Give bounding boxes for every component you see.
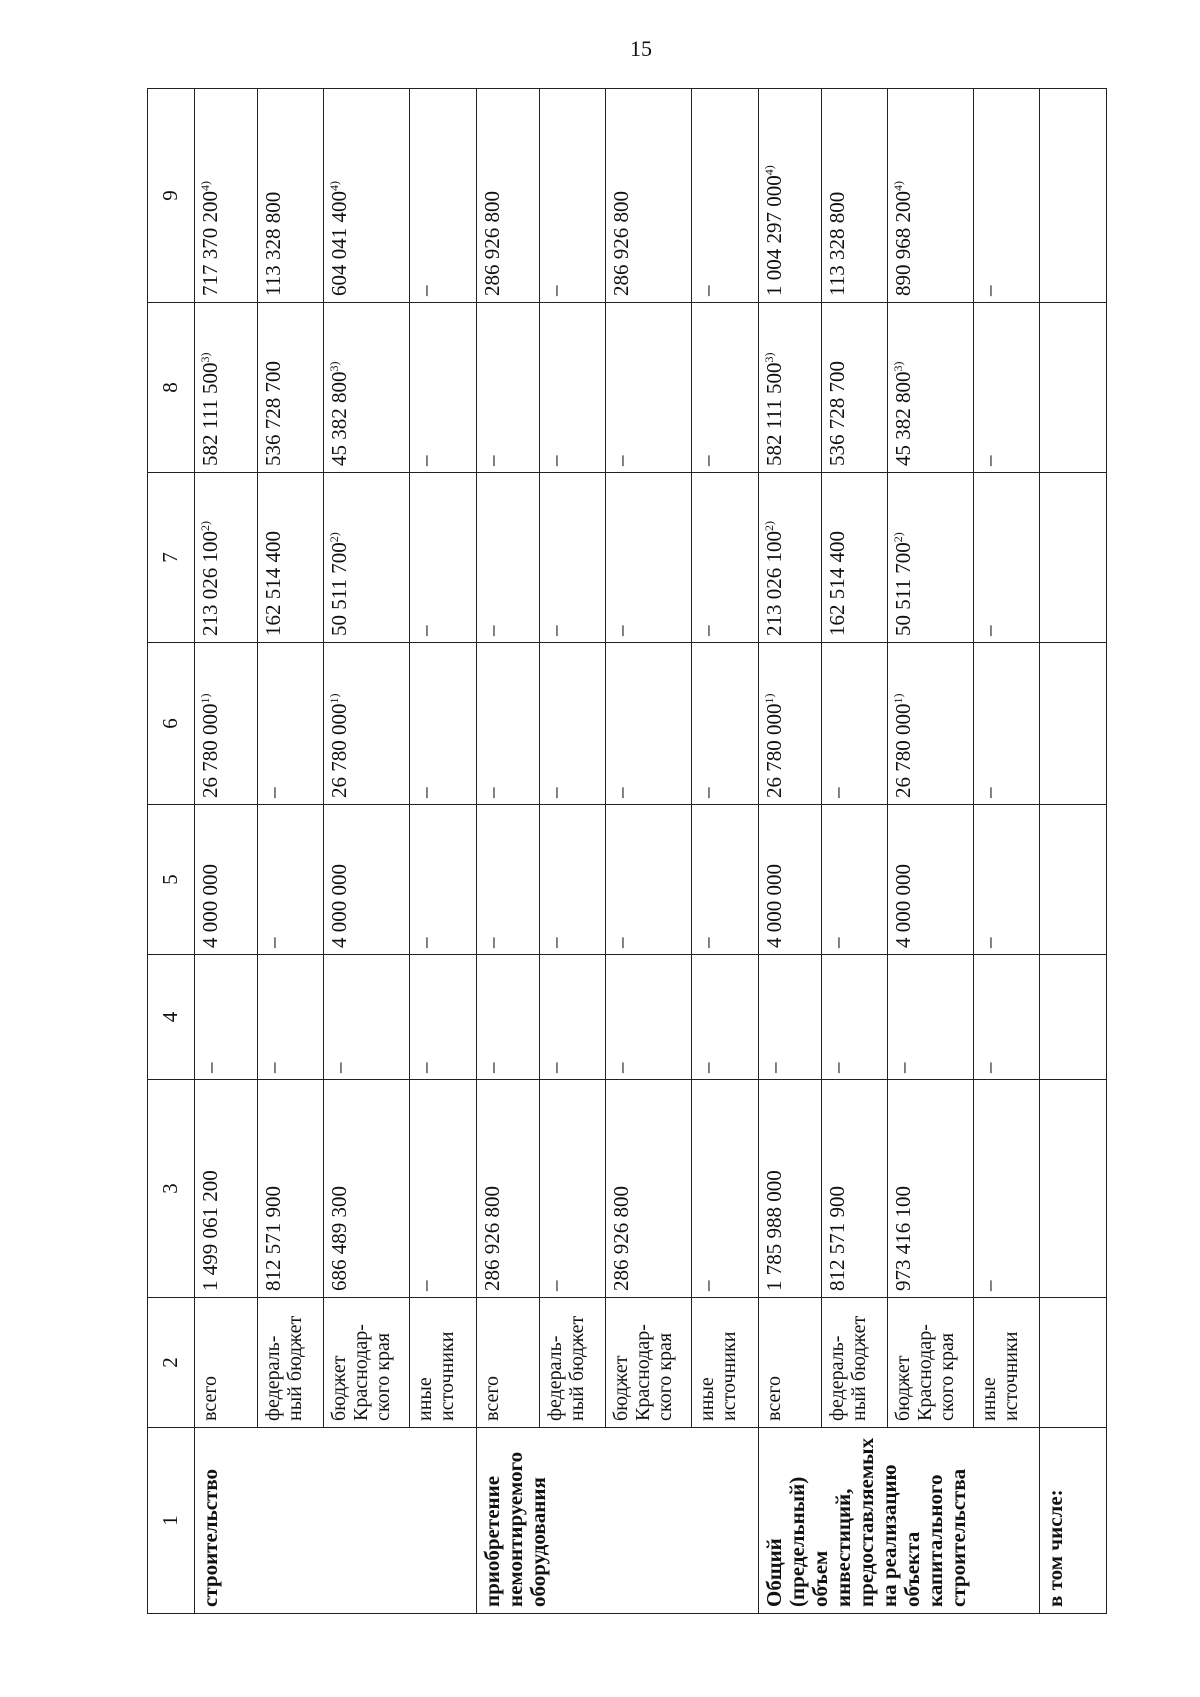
empty-cell	[1040, 89, 1107, 303]
value-cell-c3	[258, 1080, 324, 1298]
value-text: 50 511 700	[891, 542, 916, 636]
footnote-marker: 4)	[891, 181, 906, 191]
value-text: –	[413, 937, 438, 948]
value-text: 1 499 061 200	[198, 1170, 222, 1291]
value-text: –	[695, 285, 720, 296]
value-cell-c5	[821, 805, 887, 955]
value-text: 213 026 100	[198, 531, 222, 636]
value-cell-c9	[539, 89, 605, 303]
value-text: –	[761, 1062, 786, 1073]
funding-source-cell: федераль-ный бюджет	[821, 1298, 887, 1428]
value-cell-c8	[539, 303, 605, 473]
empty-cell	[1040, 955, 1107, 1080]
table-row	[324, 89, 410, 1614]
value-cell-c7	[821, 473, 887, 643]
value-cell-c9	[258, 89, 324, 303]
value-text: 4 000 000	[761, 864, 786, 948]
footnote-marker: 4)	[327, 181, 342, 191]
value-cell-c3	[606, 1080, 692, 1298]
value-cell-c9	[195, 89, 258, 303]
value-text: 1 004 297 000	[761, 175, 786, 296]
table-row	[476, 89, 539, 1614]
footnote-marker: 1)	[198, 693, 212, 704]
value-cell-c9	[973, 89, 1039, 303]
value-cell-c6	[258, 643, 324, 805]
value-text: –	[413, 787, 438, 798]
value-text: –	[891, 1062, 916, 1073]
value-cell-c8	[821, 303, 887, 473]
value-cell-c7	[606, 473, 692, 643]
footnote-marker: 3)	[198, 352, 212, 363]
value-cell-c9	[692, 89, 758, 303]
value-text: 4 000 000	[327, 864, 352, 948]
value-text: –	[695, 1062, 720, 1073]
value-cell-c9	[476, 89, 539, 303]
value-text: –	[479, 937, 504, 948]
value-cell-c7	[692, 473, 758, 643]
value-text: –	[542, 285, 567, 296]
table-row	[410, 89, 476, 1614]
value-text: –	[976, 1062, 1001, 1073]
value-text: 604 041 400	[327, 191, 352, 296]
value-cell-c4	[692, 955, 758, 1080]
footnote-marker: 1)	[891, 693, 906, 704]
value-text: 113 328 800	[261, 191, 285, 296]
value-text: –	[479, 787, 504, 798]
value-cell-c8	[973, 303, 1039, 473]
value-text: –	[824, 787, 849, 798]
value-text: –	[542, 455, 567, 466]
value-text: –	[824, 937, 849, 948]
value-cell-c9	[606, 89, 692, 303]
value-cell-c6	[973, 643, 1039, 805]
value-text: 50 511 700	[327, 542, 352, 636]
value-text: 4 000 000	[891, 864, 916, 948]
funding-source-cell: бюджет Краснодар-ского края	[888, 1298, 974, 1428]
object-name-cell: приобретение немонтируемого оборудования	[476, 1428, 758, 1614]
value-text: –	[542, 787, 567, 798]
funding-source-cell: бюджет Краснодар-ского края	[324, 1298, 410, 1428]
col-header-4: 4	[148, 955, 195, 1080]
value-cell-c9	[821, 89, 887, 303]
value-text: 536 728 700	[261, 361, 285, 466]
object-name-cell: Общий (предельный) объем инвестиций, предоставляемых на реализацию объекта капитального строительства	[758, 1428, 1040, 1614]
footnote-marker: 4)	[761, 165, 776, 176]
value-text: 162 514 400	[824, 531, 849, 636]
value-text: 973 416 100	[891, 1186, 916, 1291]
value-cell-c9	[888, 89, 974, 303]
page-number: 15	[630, 36, 652, 61]
value-text: 717 370 200	[198, 191, 222, 296]
value-text: –	[261, 787, 285, 798]
value-text: 26 780 000	[198, 703, 222, 798]
empty-cell	[1040, 303, 1107, 473]
value-text: –	[695, 455, 720, 466]
value-text: 26 780 000	[761, 703, 786, 798]
value-text: 113 328 800	[824, 191, 849, 296]
value-cell-c4	[606, 955, 692, 1080]
funding-source-cell: иные источники	[410, 1298, 476, 1428]
value-cell-c3	[888, 1080, 974, 1298]
value-text: –	[479, 455, 504, 466]
value-text: –	[695, 1280, 720, 1291]
value-cell-c6	[821, 643, 887, 805]
value-cell-c3	[476, 1080, 539, 1298]
funding-source-cell: всего	[476, 1298, 539, 1428]
value-text: –	[327, 1062, 352, 1073]
value-cell-c6	[692, 643, 758, 805]
value-cell-c5	[606, 805, 692, 955]
value-cell-c7	[476, 473, 539, 643]
value-cell-c4	[324, 955, 410, 1080]
value-text: 4 000 000	[198, 864, 222, 948]
value-text: 45 382 800	[891, 371, 916, 466]
table-row	[758, 89, 821, 1614]
value-text: 26 780 000	[327, 703, 352, 798]
value-text: –	[609, 787, 634, 798]
value-cell-c3	[973, 1080, 1039, 1298]
value-cell-c5	[758, 805, 821, 955]
value-text: 162 514 400	[261, 531, 285, 636]
value-cell-c4	[539, 955, 605, 1080]
value-cell-c8	[258, 303, 324, 473]
value-cell-c8	[606, 303, 692, 473]
value-cell-c3	[410, 1080, 476, 1298]
value-cell-c6	[476, 643, 539, 805]
value-cell-c3	[195, 1080, 258, 1298]
value-text: –	[413, 1062, 438, 1073]
header-row	[148, 89, 195, 1614]
value-cell-c5	[476, 805, 539, 955]
value-cell-c7	[195, 473, 258, 643]
funding-source-cell: федераль-ный бюджет	[539, 1298, 605, 1428]
value-cell-c5	[888, 805, 974, 955]
value-text: –	[413, 1280, 438, 1291]
value-text: –	[824, 1062, 849, 1073]
footnote-marker: 2)	[327, 532, 342, 543]
value-text: 686 489 300	[327, 1186, 352, 1291]
value-text: –	[542, 625, 567, 636]
including-label-cell: в том числе:	[1040, 1428, 1107, 1614]
footnote-marker: 3)	[761, 352, 776, 363]
value-cell-c6	[410, 643, 476, 805]
value-cell-c4	[888, 955, 974, 1080]
investment-table	[147, 88, 1107, 1614]
table-body	[195, 89, 1107, 1614]
value-text: 213 026 100	[761, 531, 786, 636]
col-header-1: 1	[148, 1428, 195, 1614]
value-cell-c8	[888, 303, 974, 473]
value-text: –	[413, 625, 438, 636]
value-cell-c9	[758, 89, 821, 303]
value-text: 890 968 200	[891, 191, 916, 296]
value-text: 26 780 000	[891, 703, 916, 798]
col-header-6: 6	[148, 643, 195, 805]
value-cell-c9	[410, 89, 476, 303]
value-text: –	[479, 1062, 504, 1073]
table-row	[258, 89, 324, 1614]
value-text: –	[695, 625, 720, 636]
value-cell-c4	[821, 955, 887, 1080]
table-row	[195, 89, 258, 1614]
value-cell-c6	[324, 643, 410, 805]
table-row	[606, 89, 692, 1614]
value-text: –	[198, 1062, 222, 1073]
value-cell-c3	[692, 1080, 758, 1298]
empty-cell	[1040, 643, 1107, 805]
value-text: 812 571 900	[824, 1186, 849, 1291]
value-text: –	[261, 937, 285, 948]
value-cell-c3	[758, 1080, 821, 1298]
table-row	[692, 89, 758, 1614]
value-cell-c7	[758, 473, 821, 643]
footnote-marker: 2)	[891, 532, 906, 543]
value-cell-c6	[606, 643, 692, 805]
value-cell-c7	[324, 473, 410, 643]
value-cell-c5	[539, 805, 605, 955]
table-row	[539, 89, 605, 1614]
value-text: –	[413, 285, 438, 296]
col-header-7: 7	[148, 473, 195, 643]
value-cell-c6	[539, 643, 605, 805]
table-row	[888, 89, 974, 1614]
value-cell-c4	[476, 955, 539, 1080]
footnote-marker: 3)	[891, 361, 906, 372]
footnote-marker: 1)	[761, 693, 776, 704]
value-text: –	[976, 285, 1001, 296]
value-text: –	[261, 1062, 285, 1073]
value-cell-c6	[888, 643, 974, 805]
value-cell-c8	[692, 303, 758, 473]
value-cell-c9	[324, 89, 410, 303]
value-cell-c7	[973, 473, 1039, 643]
value-text: 536 728 700	[824, 361, 849, 466]
value-cell-c7	[539, 473, 605, 643]
col-header-8: 8	[148, 303, 195, 473]
table-row	[973, 89, 1039, 1614]
col-header-2: 2	[148, 1298, 195, 1428]
value-cell-c7	[410, 473, 476, 643]
value-text: –	[976, 937, 1001, 948]
value-text: 286 926 800	[479, 191, 504, 296]
object-name-cell: строительство	[195, 1428, 477, 1614]
value-text: –	[542, 1062, 567, 1073]
value-cell-c8	[758, 303, 821, 473]
value-cell-c3	[539, 1080, 605, 1298]
value-text: –	[542, 1280, 567, 1291]
col-header-3: 3	[148, 1080, 195, 1298]
value-cell-c7	[258, 473, 324, 643]
funding-source-cell: иные источники	[973, 1298, 1039, 1428]
value-cell-c8	[476, 303, 539, 473]
footnote-marker: 1)	[327, 693, 342, 704]
value-text: –	[976, 625, 1001, 636]
value-cell-c5	[258, 805, 324, 955]
value-cell-c4	[258, 955, 324, 1080]
value-text: 1 785 988 000	[761, 1170, 786, 1291]
value-text: –	[695, 787, 720, 798]
value-text: –	[976, 455, 1001, 466]
value-text: –	[609, 625, 634, 636]
value-text: 286 926 800	[479, 1186, 504, 1291]
funding-source-cell: бюджет Краснодар-ского края	[606, 1298, 692, 1428]
value-text: –	[609, 455, 634, 466]
value-cell-c5	[692, 805, 758, 955]
footnote-marker: 2)	[198, 521, 212, 531]
col-header-5: 5	[148, 805, 195, 955]
table-row-footer	[1040, 89, 1107, 1614]
table-row	[821, 89, 887, 1614]
empty-cell	[1040, 473, 1107, 643]
funding-source-cell: иные источники	[692, 1298, 758, 1428]
value-cell-c3	[324, 1080, 410, 1298]
value-cell-c4	[758, 955, 821, 1080]
value-cell-c4	[410, 955, 476, 1080]
empty-cell	[1040, 1298, 1107, 1428]
value-text: –	[542, 937, 567, 948]
value-text: –	[479, 625, 504, 636]
empty-cell	[1040, 1080, 1107, 1298]
value-text: 286 926 800	[609, 1186, 634, 1291]
col-header-9: 9	[148, 89, 195, 303]
footnote-marker: 2)	[761, 521, 776, 531]
value-text: 582 111 500	[198, 362, 222, 466]
value-cell-c3	[821, 1080, 887, 1298]
value-cell-c6	[195, 643, 258, 805]
value-cell-c8	[410, 303, 476, 473]
funding-source-cell: федераль-ный бюджет	[258, 1298, 324, 1428]
value-cell-c5	[195, 805, 258, 955]
value-text: –	[609, 1062, 634, 1073]
funding-source-cell: всего	[195, 1298, 258, 1428]
value-text: 582 111 500	[761, 362, 786, 466]
footnote-marker: 3)	[327, 361, 342, 372]
value-cell-c6	[758, 643, 821, 805]
value-cell-c4	[973, 955, 1039, 1080]
funding-source-cell: всего	[758, 1298, 821, 1428]
value-cell-c5	[324, 805, 410, 955]
value-text: –	[976, 787, 1001, 798]
value-cell-c8	[324, 303, 410, 473]
empty-cell	[1040, 805, 1107, 955]
value-text: –	[609, 937, 634, 948]
value-text: –	[413, 455, 438, 466]
value-text: 45 382 800	[327, 371, 352, 466]
value-cell-c4	[195, 955, 258, 1080]
value-text: 812 571 900	[261, 1186, 285, 1291]
footnote-marker: 4)	[198, 181, 212, 191]
rotated-table-wrapper	[147, 89, 1107, 1614]
value-text: 286 926 800	[609, 191, 634, 296]
value-text: –	[976, 1280, 1001, 1291]
value-cell-c8	[195, 303, 258, 473]
value-cell-c5	[410, 805, 476, 955]
value-cell-c7	[888, 473, 974, 643]
value-text: –	[695, 937, 720, 948]
value-cell-c5	[973, 805, 1039, 955]
